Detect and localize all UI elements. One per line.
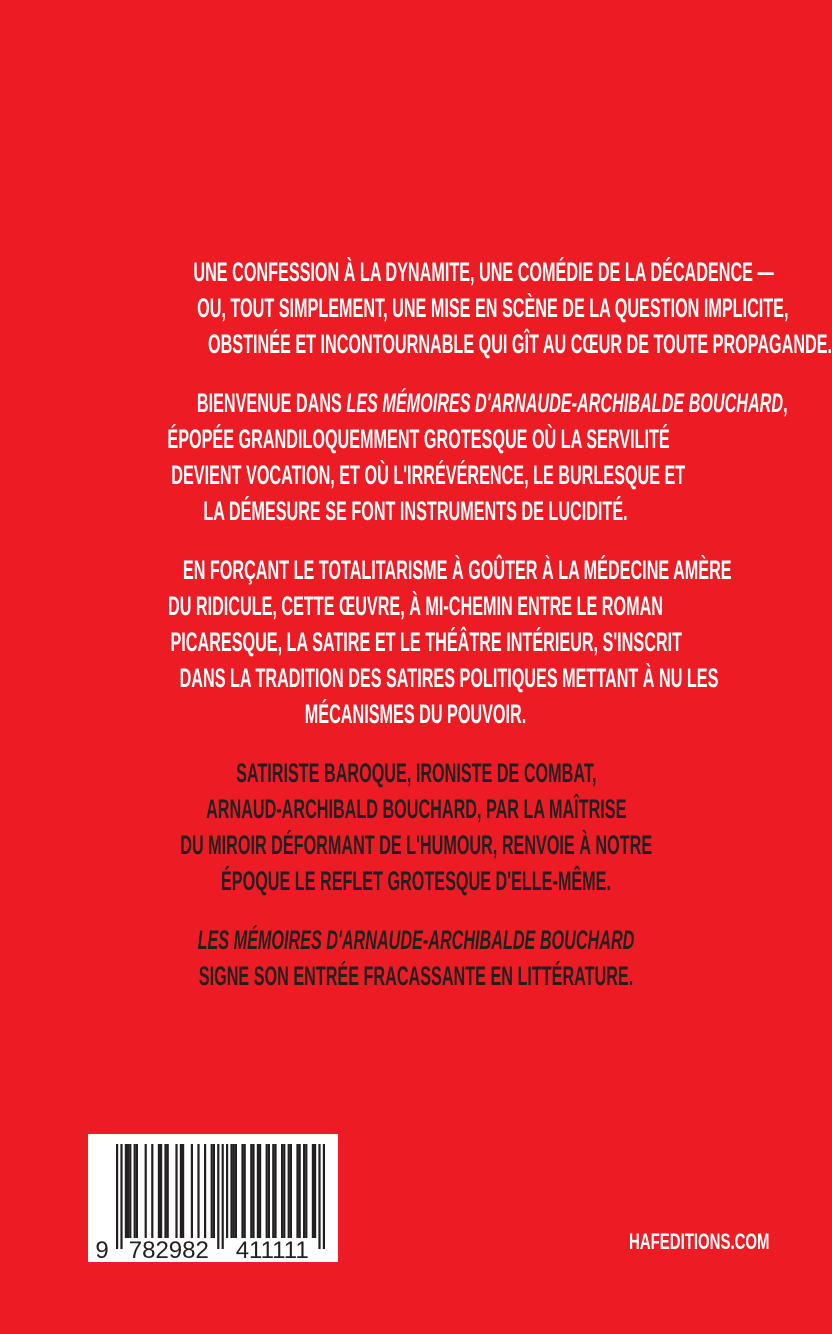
barcode-bar: [323, 1144, 325, 1249]
barcode-bar: [180, 1144, 182, 1238]
website-text: HAFEDITIONS.COM: [629, 1229, 770, 1254]
text-segment: DU MIROIR DÉFORMANT DE L'HUMOUR, RENVOIE À NOTRE: [180, 830, 652, 860]
barcode-digits: 9: [95, 1237, 109, 1262]
barcode-bar: [296, 1144, 298, 1238]
barcode-bar: [167, 1144, 169, 1238]
isbn-barcode: [88, 1134, 338, 1262]
barcode-bar: [151, 1144, 153, 1238]
barcode-bar: [175, 1144, 177, 1238]
barcode-bar: [314, 1144, 316, 1238]
line-text: [197, 290, 788, 326]
barcode-bar: [191, 1144, 193, 1238]
line-text: [170, 624, 681, 660]
barcode-bar: [274, 1144, 276, 1238]
author-name: ARNAUD-ARCHIBALD BOUCHARD,: [205, 794, 482, 824]
barcode-bar: [145, 1144, 147, 1238]
line-text: [183, 552, 732, 588]
text-segment: EN FORÇANT LE TOTALITARISME À GOÛTER À LA MÉDECINE AMÈRE: [182, 555, 732, 585]
barcode-bar: [125, 1144, 127, 1238]
blurb-paragraph: [0, 385, 832, 529]
barcode-bar: [268, 1144, 270, 1238]
text-segment: PICARESQUE, LA SATIRE ET LE THÉÂTRE INTÉRIEUR, S'INSCRIT: [170, 627, 682, 657]
blurb-line: [0, 660, 832, 696]
line-text: [171, 457, 685, 493]
barcode-bar: [158, 1144, 160, 1238]
blurb-line: [0, 457, 832, 493]
barcode-bar: [211, 1144, 213, 1238]
line-text: [305, 696, 526, 732]
blurb-line: [0, 696, 832, 732]
barcode-bar: [257, 1144, 259, 1238]
barcode-bar: [288, 1144, 290, 1238]
blurb-line: [0, 863, 832, 899]
text-segment: ,: [783, 388, 788, 418]
blurb-paragraph: [0, 755, 832, 899]
line-text: [199, 958, 633, 994]
barcode-bar: [241, 1144, 243, 1238]
blurb-line: [0, 791, 832, 827]
publisher-website: [596, 1228, 770, 1256]
text-segment: ÉPOPÉE GRANDILOQUEMMENT GROTESQUE OÙ LA SERVILITÉ: [167, 424, 670, 454]
text-segment: SATIRISTE BAROQUE, IRONISTE DE COMBAT,: [235, 758, 597, 788]
barcode-bar: [160, 1144, 162, 1238]
barcode-bar: [233, 1144, 235, 1238]
line-text: [197, 385, 788, 421]
blurb-line: [0, 922, 832, 958]
text-segment: DEVIENT VOCATION, ET OÙ L'IRRÉVÉRENCE, LE BURLESQUE ET: [171, 460, 686, 490]
barcode-bar: [213, 1144, 215, 1238]
back-cover-blurb: [0, 254, 832, 1017]
barcode-bar: [217, 1144, 219, 1249]
blurb-line: [0, 588, 832, 624]
blurb-paragraph: [0, 552, 832, 732]
line-text: [193, 254, 773, 290]
line-text: [198, 922, 635, 958]
blurb-line: [0, 755, 832, 791]
barcode-bar: [250, 1144, 252, 1238]
line-text: [168, 588, 663, 624]
blurb-line: [0, 958, 832, 994]
text-segment: DU RIDICULE, CETTE ŒUVRE, À MI-CHEMIN ENTRE LE ROMAN: [168, 591, 664, 621]
line-text: [204, 493, 628, 529]
barcode-bar: [204, 1144, 206, 1238]
barcode-bar: [318, 1144, 320, 1249]
line-text: [236, 755, 596, 791]
barcode-bar: [305, 1144, 307, 1238]
blurb-line: [0, 290, 832, 326]
barcode-bar: [136, 1144, 138, 1238]
text-segment: BIENVENUE DANS: [196, 388, 347, 418]
barcode-bar: [303, 1144, 305, 1238]
text-segment: DANS LA TRADITION DES SATIRES POLITIQUES METTANT À NU LES: [179, 663, 719, 693]
barcode-bar: [134, 1144, 136, 1238]
barcode-digits: 411111: [235, 1237, 309, 1262]
blurb-line: [0, 254, 832, 290]
blurb-line: [0, 624, 832, 660]
text-segment: UNE CONFESSION À LA DYNAMITE, UNE COMÉDIE DE LA DÉCADENCE —: [193, 257, 774, 287]
barcode-bar: [129, 1144, 131, 1238]
text-segment: MÉCANISMES DU POUVOIR.: [305, 699, 527, 729]
barcode-bar: [299, 1144, 301, 1238]
barcode-bar: [281, 1144, 283, 1238]
text-segment: LA DÉMESURE SE FONT INSTRUMENTS DE LUCIDITÉ.: [203, 496, 629, 526]
barcode-bar: [290, 1144, 292, 1238]
blurb-line: [0, 326, 832, 362]
barcode-bar: [235, 1144, 237, 1238]
barcode-digits: 782982: [128, 1237, 209, 1262]
blurb-paragraph: [0, 922, 832, 994]
text-segment: SIGNE SON ENTRÉE FRACASSANTE EN LITTÉRATURE.: [198, 961, 634, 991]
barcode-bar: [230, 1144, 232, 1238]
blurb-line: [0, 827, 832, 863]
line-text: [221, 863, 611, 899]
barcode-bar: [244, 1144, 246, 1238]
barcode-bar: [120, 1144, 122, 1249]
book-title-text: LES MÉMOIRES D'ARNAUDE-ARCHIBALDE BOUCHARD: [346, 388, 784, 418]
line-text: [180, 660, 719, 696]
line-text: [167, 421, 669, 457]
text-segment: ÉPOQUE LE REFLET GROTESQUE D'ELLE-MÊME.: [221, 866, 611, 896]
text-segment: OBSTINÉE ET INCONTOURNABLE QUI GÎT AU CŒUR DE TOUTE PROPAGANDE.: [208, 329, 832, 359]
barcode-bar: [259, 1144, 261, 1238]
barcode-bar: [252, 1144, 254, 1238]
barcode-bar: [312, 1144, 314, 1238]
text-segment: PAR LA MAÎTRISE: [481, 794, 627, 824]
blurb-line: [0, 552, 832, 588]
barcode-bar: [283, 1144, 285, 1238]
barcode-bar: [222, 1144, 224, 1249]
book-title-text: LES MÉMOIRES D'ARNAUDE-ARCHIBALDE BOUCHARD: [197, 925, 635, 955]
barcode-bars: [88, 1134, 338, 1262]
line-text: [180, 827, 652, 863]
barcode-bar: [272, 1144, 274, 1238]
barcode-bar: [127, 1144, 129, 1238]
blurb-line: [0, 493, 832, 529]
barcode-bar: [226, 1144, 228, 1238]
blurb-line: [0, 421, 832, 457]
line-text: [206, 791, 626, 827]
line-text: [208, 326, 832, 362]
blurb-paragraph: [0, 254, 832, 362]
barcode-bar: [197, 1144, 199, 1238]
text-segment: OU, TOUT SIMPLEMENT, UNE MISE EN SCÈNE DE LA QUESTION IMPLICITE,: [197, 293, 789, 323]
barcode-bar: [164, 1144, 166, 1238]
barcode-bar: [116, 1144, 118, 1249]
barcode-bar: [266, 1144, 268, 1238]
barcode-bar: [182, 1144, 184, 1238]
blurb-line: [0, 385, 832, 421]
